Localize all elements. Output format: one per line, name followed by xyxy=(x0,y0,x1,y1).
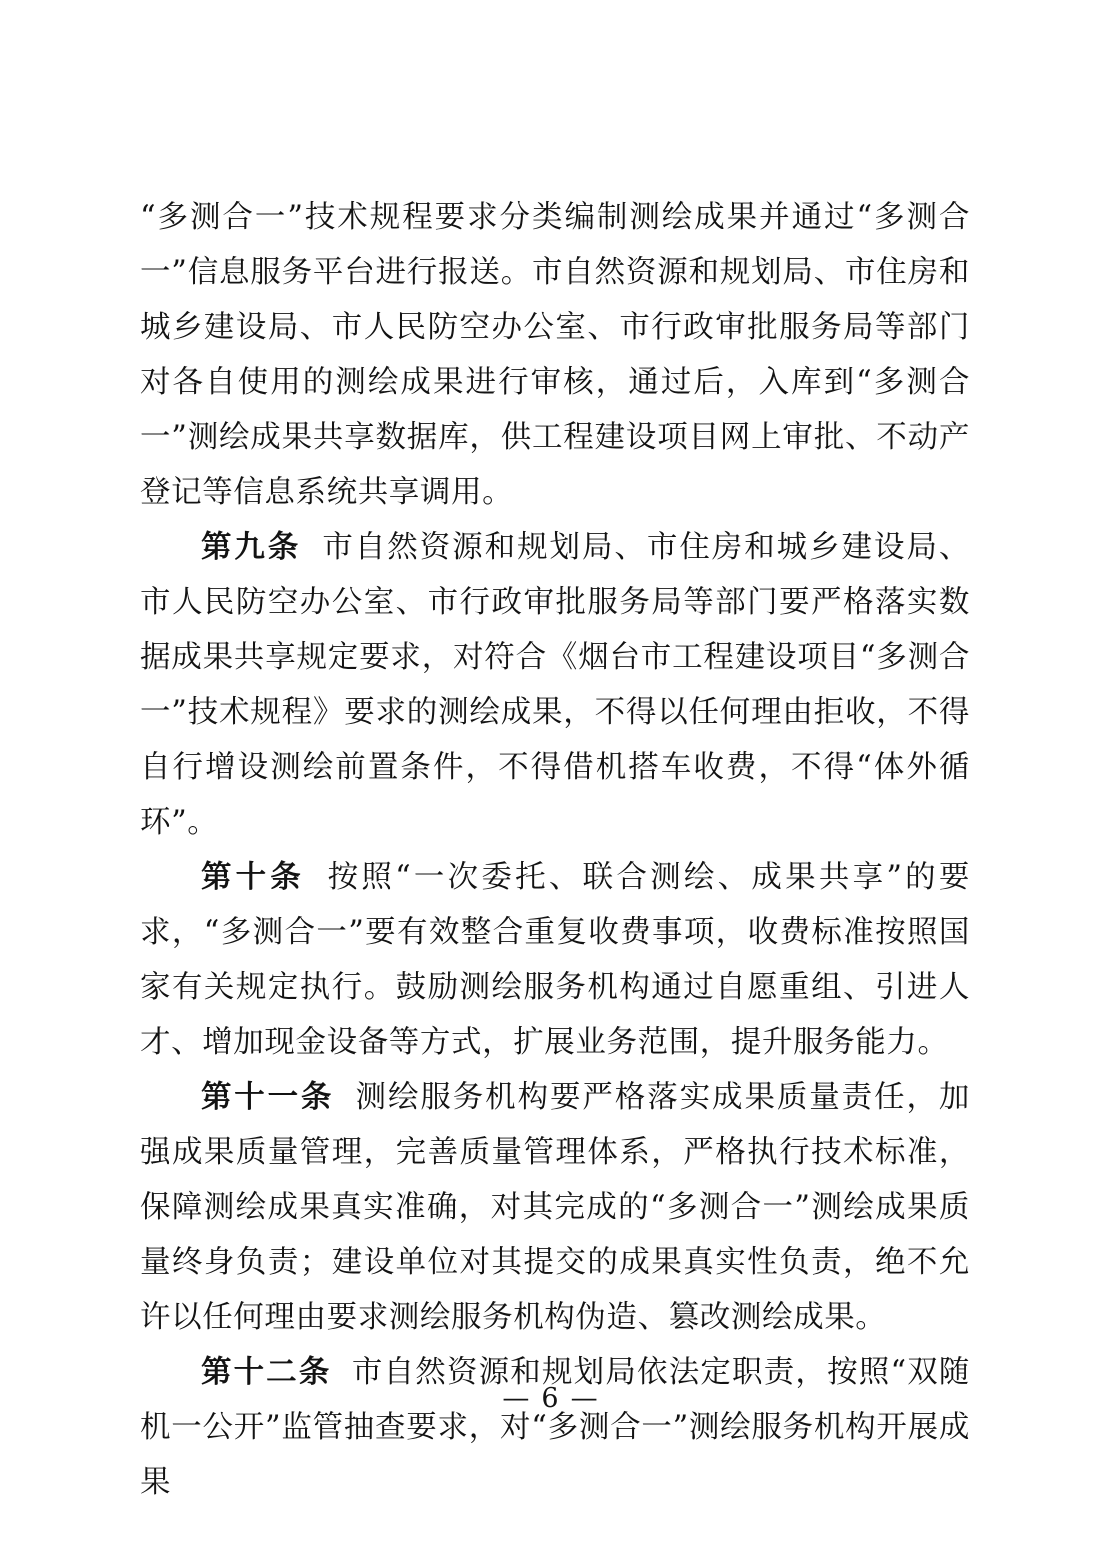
footer-dash-left: — xyxy=(502,1383,532,1414)
article-number-label: 第十二条 xyxy=(201,1354,332,1390)
paragraph-text: 按照“一次委托、联合测绘、成果共享”的要求，“多测合一”要有效整合重复收费事项，收费标准按照国家有关规定执行。鼓励测绘服务机构通过自愿重组、引进人才、增加现金设备等方式，扩展业务范围，提升服务能力。 xyxy=(140,860,971,1060)
paragraph-article-12 xyxy=(140,1345,970,1510)
article-number-label: 第十一条 xyxy=(201,1079,335,1115)
footer-dash-right: — xyxy=(570,1383,600,1414)
page-body xyxy=(140,190,970,1510)
article-number-label: 第九条 xyxy=(201,529,302,565)
paragraph-article-11 xyxy=(140,1070,970,1345)
paragraph-text: 测绘服务机构要严格落实成果质量责任，加强成果质量管理，完善质量管理体系，严格执行技术标准，保障测绘成果真实准确，对其完成的“多测合一”测绘成果质量终身负责；建设单位对其提交的成果真实性负责，绝不允许以任何理由要求测绘服务机构伪造、篡改测绘成果。 xyxy=(140,1080,970,1335)
paragraph-text: “多测合一”技术规程要求分类编制测绘成果并通过“多测合一”信息服务平台进行报送。市自然资源和规划局、市住房和城乡建设局、市人民防空办公室、市行政审批服务局等部门对各自使用的测绘成果进行审核，通过后，入库到“多测合一”测绘成果共享数据库，供工程建设项目网上审批、不动产登记等信息系统共享调用。 xyxy=(140,200,970,510)
page-footer xyxy=(0,1383,1102,1414)
page-number: 6 xyxy=(541,1383,561,1414)
paragraph-continuation xyxy=(140,190,970,520)
paragraph-text: 市自然资源和规划局依法定职责，按照“双随机一公开”监管抽查要求，对“多测合一”测绘服务机构开展成果 xyxy=(140,1355,971,1500)
article-number-label: 第十条 xyxy=(201,859,305,895)
paragraph-article-9 xyxy=(140,520,970,850)
paragraph-article-10 xyxy=(140,850,970,1070)
paragraph-text: 市自然资源和规划局、市住房和城乡建设局、市人民防空办公室、市行政审批服务局等部门要严格落实数据成果共享规定要求，对符合《烟台市工程建设项目“多测合一”技术规程》要求的测绘成果，不得以任何理由拒收，不得自行增设测绘前置条件，不得借机搭车收费，不得“体外循环”。 xyxy=(140,530,971,840)
